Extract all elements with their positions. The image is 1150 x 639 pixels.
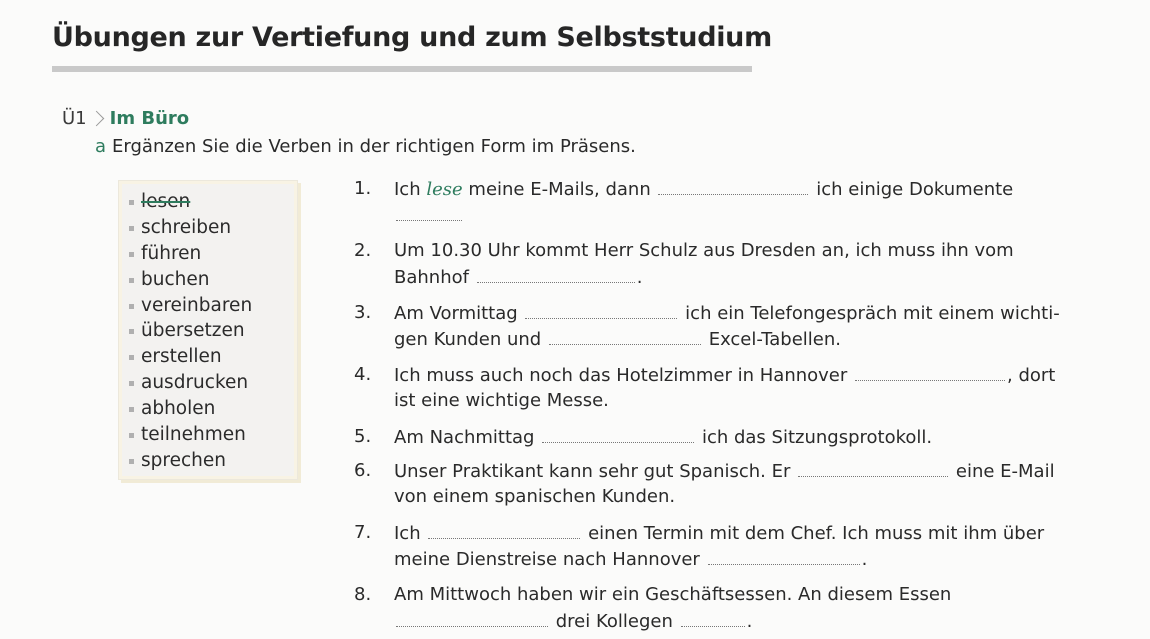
verb-item xyxy=(141,396,252,422)
sentence-number: 8. xyxy=(354,584,372,605)
bullet-icon xyxy=(129,407,134,412)
answer-blank[interactable] xyxy=(428,520,580,539)
task-text: Ergänzen Sie die Verben in der richtigen Form im Präsens. xyxy=(112,136,636,157)
bullet-icon xyxy=(129,226,134,231)
sentence-text: Am Mittwoch haben wir ein Geschäftsessen. An diesem Essen xyxy=(394,584,952,605)
answer-blank[interactable] xyxy=(798,458,948,477)
sentence-text: . xyxy=(746,611,753,632)
answer-blank[interactable] xyxy=(708,546,860,565)
sentence-text: meine Dienstreise nach Hannover xyxy=(394,549,700,570)
sentence-text: Ich xyxy=(394,179,421,200)
title-divider xyxy=(52,66,752,72)
answer-blank[interactable] xyxy=(658,176,808,195)
answer-blank[interactable] xyxy=(477,264,635,283)
page-title: Übungen zur Vertiefung und zum Selbststudium xyxy=(52,22,772,53)
verb-label: erstellen xyxy=(141,346,222,368)
sentence-number: 4. xyxy=(354,364,372,385)
answer-blank[interactable] xyxy=(855,362,1005,381)
handwritten-answer: lese xyxy=(426,179,463,200)
verb-item xyxy=(141,318,252,344)
exercise-header xyxy=(62,108,189,129)
sentence-number: 3. xyxy=(354,302,372,323)
verb-item xyxy=(141,422,252,448)
sentence-text: ist eine wichtige Messe. xyxy=(394,390,609,411)
verb-item xyxy=(141,189,252,215)
answer-blank[interactable] xyxy=(396,202,462,221)
sentence-text: . xyxy=(636,267,643,288)
bullet-icon xyxy=(129,381,134,386)
sentence-text: meine E-Mails, dann xyxy=(468,179,651,200)
answer-blank[interactable] xyxy=(396,608,548,627)
bullet-icon xyxy=(129,433,134,438)
sentence-text: Ich muss auch noch das Hotelzimmer in Hannover xyxy=(394,365,848,386)
sentence-text: ich einige Dokumente xyxy=(816,179,1014,200)
verb-item xyxy=(141,344,252,370)
sentence-number: 5. xyxy=(354,426,372,447)
verb-label: übersetzen xyxy=(141,320,245,342)
sentence-text: Unser Praktikant kann sehr gut Spanisch. Er xyxy=(394,461,791,482)
verb-item xyxy=(141,215,252,241)
verb-item xyxy=(141,293,252,319)
sentence-text: von einem spanischen Kunden. xyxy=(394,486,676,507)
bullet-icon xyxy=(129,200,134,205)
verb-label: buchen xyxy=(141,268,210,290)
sentence-text: . xyxy=(861,549,868,570)
sentence-text: Excel-Tabellen. xyxy=(708,329,841,350)
sentence-text: gen Kunden und xyxy=(394,329,542,350)
verb-item xyxy=(141,267,252,293)
bullet-icon xyxy=(129,459,134,464)
answer-blank[interactable] xyxy=(549,326,701,345)
bullet-icon xyxy=(129,329,134,334)
chevron-right-icon xyxy=(88,111,104,127)
sentence-text: Am Nachmittag xyxy=(394,427,535,448)
sentence-text: ich das Sitzungsprotokoll. xyxy=(701,427,933,448)
verb-label: teilnehmen xyxy=(141,424,246,446)
sentence-number: 1. xyxy=(354,178,372,199)
bullet-icon xyxy=(129,252,134,257)
verb-label: vereinbaren xyxy=(141,294,253,316)
bullet-icon xyxy=(129,304,134,309)
sentence-text: ich ein Telefongespräch mit einem wichti- xyxy=(685,303,1060,324)
sentence-number: 2. xyxy=(354,240,372,261)
sentence-text: eine E-Mail xyxy=(955,461,1055,482)
verb-label: führen xyxy=(141,242,202,264)
verb-item xyxy=(141,241,252,267)
sentence-number: 6. xyxy=(354,460,372,481)
answer-blank[interactable] xyxy=(681,608,745,627)
sentence-text: , dort xyxy=(1007,365,1056,386)
sentence-text: drei Kollegen xyxy=(555,611,673,632)
verb-label: schreiben xyxy=(141,216,232,238)
answer-blank[interactable] xyxy=(525,300,677,319)
verb-list xyxy=(141,189,252,474)
bullet-icon xyxy=(129,278,134,283)
task-instruction xyxy=(95,136,636,157)
exercise-number: Ü1 xyxy=(62,108,87,129)
exercise-title: Im Büro xyxy=(109,108,190,129)
sentence-number: 7. xyxy=(354,522,372,543)
sentence-text: Um 10.30 Uhr kommt Herr Schulz aus Dresden an, ich muss ihn vom xyxy=(394,240,1014,261)
verb-box xyxy=(118,180,298,480)
sentence-text: Am Vormittag xyxy=(394,303,518,324)
verb-label: abholen xyxy=(141,398,216,420)
verb-item xyxy=(141,448,252,474)
bullet-icon xyxy=(129,355,134,360)
answer-blank[interactable] xyxy=(542,424,694,443)
sentence-text: einen Termin mit dem Chef. Ich muss mit ihm über xyxy=(588,523,1045,544)
verb-label: ausdrucken xyxy=(141,372,249,394)
sentence-text: Ich xyxy=(394,523,421,544)
verb-label: sprechen xyxy=(141,449,226,471)
task-letter: a xyxy=(95,136,107,157)
verb-item xyxy=(141,370,252,396)
sentence-text: Bahnhof xyxy=(394,267,469,288)
verb-label: lesen xyxy=(141,191,191,212)
